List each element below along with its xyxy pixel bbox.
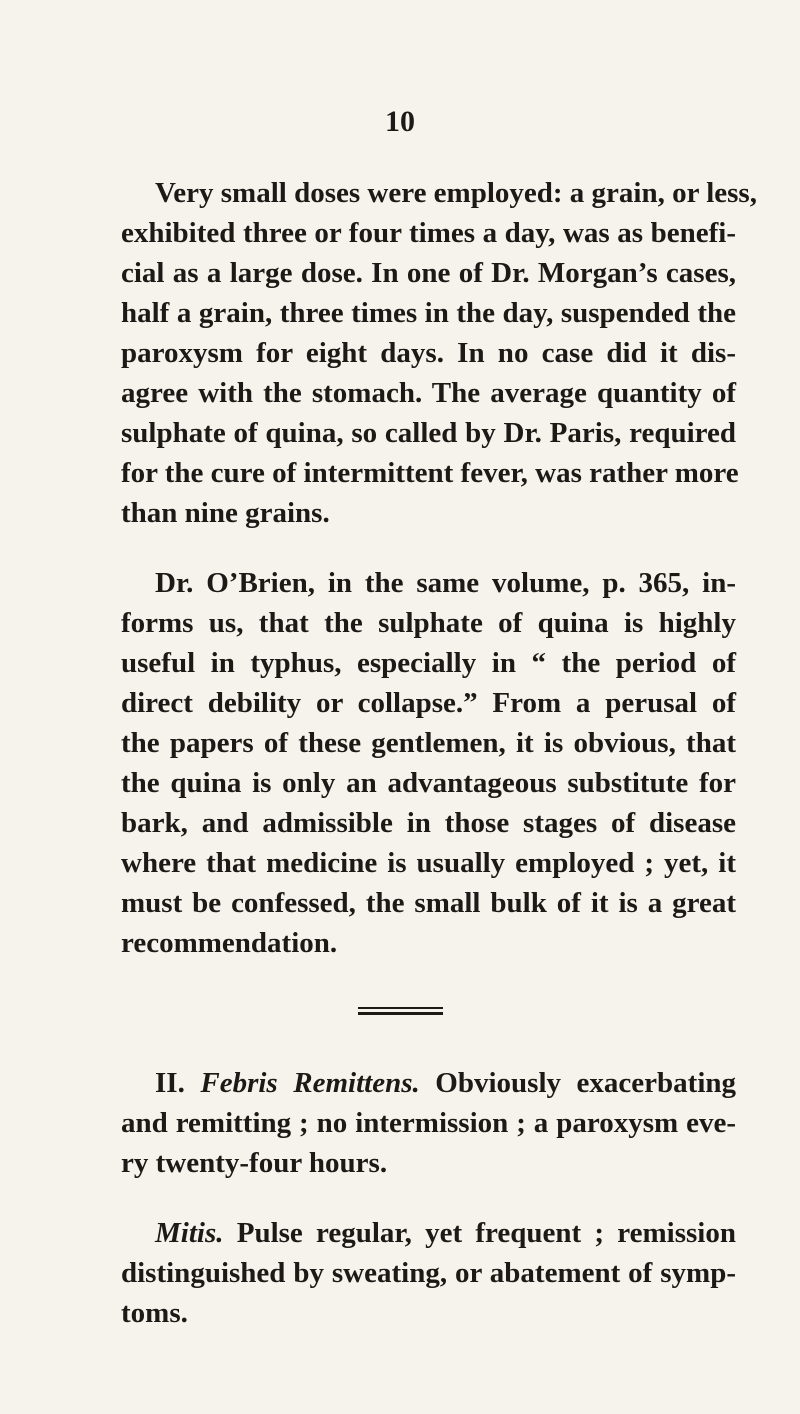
section-title: Febris Remittens. [200,1067,420,1099]
page-number: 10 [385,105,415,138]
text-line: direct debility or collapse.” From a perusal of [121,687,736,719]
text-line: ry twenty-four hours. [121,1147,388,1179]
subsection-description: Pulse regular, yet frequent ; remission [236,1217,736,1249]
text-line: bark, and admissible in those stages of disease [121,807,736,839]
text-line: the quina is only an advantageous substitute for [121,767,736,799]
text-line: agree with the stomach. The average quantity of [121,377,736,409]
section-numeral: II. [155,1067,185,1099]
text-line: Dr. O’Brien, in the same volume, p. 365, in- [155,567,736,599]
subsection-term: Mitis. [155,1217,224,1249]
text-line: paroxysm for eight days. In no case did it dis- [121,337,736,369]
text-line: half a grain, three times in the day, suspended the [121,297,736,329]
text-line: where that medicine is usually employed ; yet, it [121,847,736,879]
text-line: forms us, that the sulphate of quina is highly [121,607,736,639]
text-line: the papers of these gentlemen, it is obvious, that [121,727,736,759]
section-divider-thin [358,1007,443,1009]
subsection-heading-line [155,1213,736,1253]
text-line: distinguished by sweating, or abatement of symp- [121,1257,736,1289]
text-line: than nine grains. [121,497,330,529]
section-divider-thick [358,1012,443,1015]
section-heading-line [155,1063,736,1103]
text-line: for the cure of intermittent fever, was rather more [121,457,739,489]
text-line: sulphate of quina, so called by Dr. Paris, required [121,417,736,449]
text-line: toms. [121,1297,188,1329]
section-description: Obviously exacerbating [435,1067,737,1099]
text-line: Very small doses were employed: a grain, or less, [155,177,757,209]
text-line: recommendation. [121,927,338,959]
text-line: must be confessed, the small bulk of it is a great [121,887,736,919]
text-line: cial as a large dose. In one of Dr. Morgan’s cases, [121,257,736,289]
text-line: useful in typhus, especially in “ the period of [121,647,736,679]
text-line: exhibited three or four times a day, was as benefi- [121,217,736,249]
text-line: and remitting ; no intermission ; a paroxysm eve- [121,1107,736,1139]
